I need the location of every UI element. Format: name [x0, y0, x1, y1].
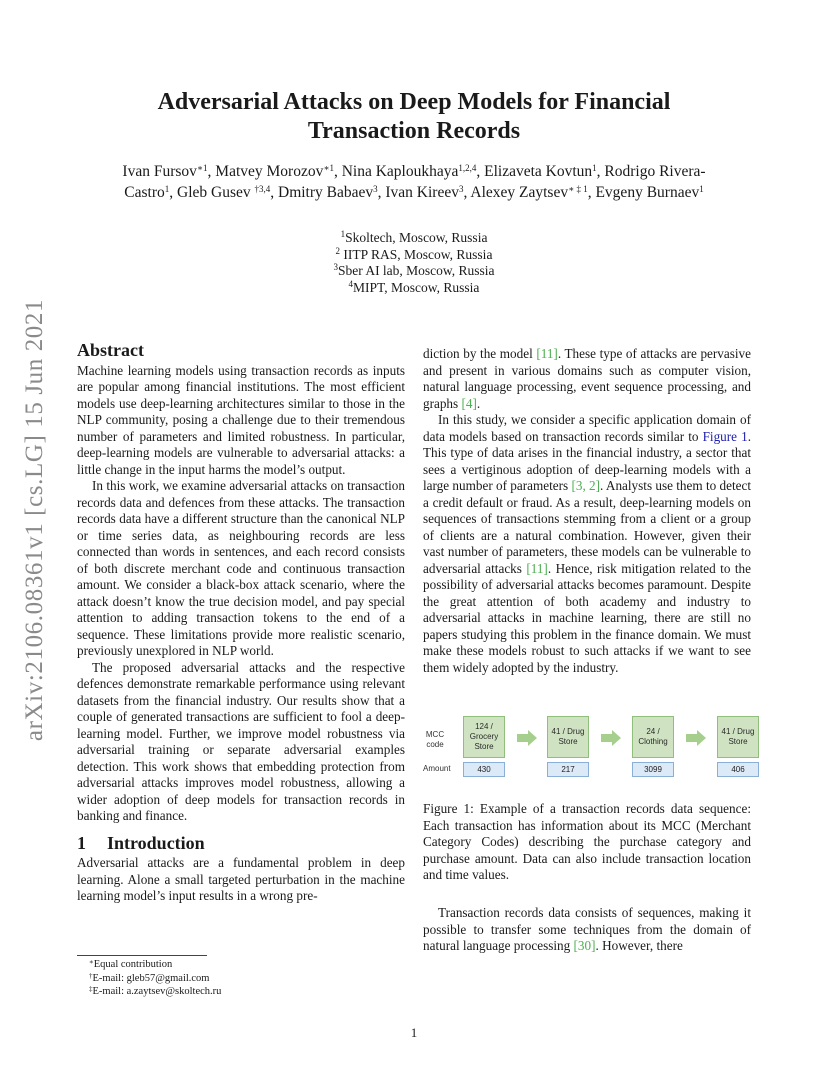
right-paragraph-2 — [423, 412, 751, 676]
mcc-value: 124 / Grocery Store — [469, 722, 499, 751]
abstract-heading: Abstract — [77, 340, 144, 360]
amount-row-label: Amount — [423, 764, 451, 773]
author: Ivan Kireev — [385, 183, 459, 201]
author-affil-mark: 1 — [699, 183, 704, 194]
page-number: 1 — [410, 1025, 418, 1040]
footnote — [77, 958, 407, 972]
right-arrow-icon — [517, 730, 537, 746]
author-list — [100, 162, 728, 203]
mcc-value: 41 / Drug Store — [721, 727, 755, 746]
intro-paragraph-1: Adversarial attacks are a fundamental problem in deep learning. Alone a small targeted perturbation in the machine learning model’s input results in a wrong pre- — [77, 855, 405, 903]
right-column-bottom — [423, 905, 751, 955]
author: Evgeny Burnaev — [595, 183, 700, 201]
left-column — [77, 342, 405, 905]
affiliation — [200, 247, 628, 264]
author: Alexey Zaytsev — [470, 183, 569, 201]
mcc-value: 41 / Drug Store — [551, 727, 585, 746]
abstract-paragraph-1: Machine learning models using transaction records as inputs are popular among financial institutions. The most efficient models use deep-learning architectures similar to those in the NLP community, posing a challenge due to their tremendous number of parameters and limited robustness. In particular, deep-learning models are vulnerable to adversarial attacks: a little change in the input harms the model’s output. — [77, 362, 405, 477]
right-paragraph-3 — [423, 905, 751, 955]
author: Gleb Gusev — [177, 183, 255, 201]
footnote — [77, 972, 407, 986]
figure-reference-link[interactable]: Figure 1 — [702, 428, 748, 444]
author-affil-mark: ∗1 — [323, 163, 334, 173]
title-line-2: Transaction Records — [307, 118, 521, 144]
author-separator: , — [270, 183, 278, 201]
author: Matvey Morozov — [215, 163, 324, 180]
footnote-mark: ‡ — [89, 985, 93, 993]
transaction-mcc-box — [463, 716, 505, 758]
footnote-mark: † — [89, 971, 93, 980]
text-run: Transaction records data consists of sequences, making it possible to transfer some techniques from the domain of natural language processing — [423, 905, 751, 953]
author-separator: , — [463, 183, 471, 201]
section-title: Introduction — [107, 832, 205, 853]
citation-link[interactable]: [3, 2] — [571, 478, 601, 493]
section-number: 1 — [77, 832, 86, 853]
author-separator: , — [476, 163, 485, 180]
transaction-mcc-box — [547, 716, 589, 758]
author-affil-mark: ∗ ‡ 1 — [568, 183, 588, 194]
author-separator: , — [587, 183, 596, 201]
footnote-text: E-mail: a.zaytsev@skoltech.ru — [92, 986, 222, 997]
transaction-mcc-box — [632, 716, 674, 758]
transaction-amount-box: 217 — [547, 762, 589, 777]
author-separator: , — [596, 163, 605, 180]
affiliation-number: 3 — [333, 262, 338, 272]
author-affil-mark: 1 — [164, 183, 170, 194]
author-affil-mark: †3,4 — [254, 183, 271, 194]
text-run: . Hence, risk mitigation related to the possibility of adversarial attacks becomes paramount. Despite the great attention of both academy and industry to adversarial attacks in machine learning, there are still no papers studying this problem in the finance domain. We must make these models robust to such attacks if we want to see them widely adopted by the industry. — [423, 560, 751, 675]
figure-1-caption — [423, 801, 751, 884]
transaction-mcc-box — [717, 716, 759, 758]
citation-link[interactable]: [11] — [526, 560, 548, 576]
figure-1-diagram — [423, 714, 763, 782]
right-column-top — [423, 346, 751, 676]
citation-link[interactable]: [4] — [461, 395, 477, 411]
text-run: . These type of attacks are pervasive and present in various domains such as computer vision, natural language processing, event sequence processing, and graphs — [423, 346, 751, 411]
author-affil-mark: 1 — [592, 163, 597, 173]
text-run: In this study, we consider a specific application domain of data models based on transaction records similar to — [423, 412, 751, 444]
transaction-amount-box: 3099 — [632, 762, 674, 777]
author-separator: , — [169, 183, 177, 201]
abstract-paragraph-2: In this work, we examine adversarial attacks on transaction records data and defences from these attacks. The transaction records data have a different structure than the canonical NLP or time series data, as neighbouring records are less connected than words in sentences, and each record consists of both discrete merchant code and continuous transaction amount. We consider a black-box attack scenario, where the attack doesn’t know the true decision model, and pay special attention to adding transaction tokens to the end of a sequence. These limitations provide more realistic scenario, previously unexplored in NLP world. — [77, 478, 405, 658]
author: Nina Kaploukhaya — [341, 163, 459, 180]
text-run: . This type of data arises in the financial industry, a sector that sees a vertiginous adoption of deep-learning models with a large number of parameters — [423, 428, 751, 493]
affiliation — [200, 280, 628, 297]
affiliation-text: Sber AI lab, Moscow, Russia — [337, 263, 495, 278]
author-separator: , — [333, 163, 342, 180]
affiliation-text: MIPT, Moscow, Russia — [353, 279, 480, 295]
citation-link[interactable]: [11] — [536, 346, 558, 361]
citation-link[interactable]: [30] — [573, 938, 596, 953]
affiliation-text: IITP RAS, Moscow, Russia — [340, 246, 493, 262]
affiliation — [200, 263, 628, 280]
text-run: . — [476, 395, 481, 411]
caption-text: Figure 1: Example of a transaction records data sequence: Each transaction has information about its MCC (Merchant Category Codes) describing the purchase category and purchase amount. Data can also include transaction location and time values. — [423, 801, 751, 882]
arxiv-id: arXiv:2106.08361v1 [cs.LG] 15 Jun 2021 — [21, 298, 48, 742]
text-run: diction by the model — [423, 346, 537, 361]
author: Dmitry Babaev — [278, 183, 374, 201]
author-affil-mark: 3 — [373, 183, 378, 194]
footnote-text: E-mail: gleb57@gmail.com — [92, 972, 210, 984]
footnote-text: Equal contribution — [93, 959, 173, 970]
author: Ivan Fursov — [122, 163, 197, 180]
right-arrow-icon — [686, 730, 706, 746]
abstract-paragraph-3: The proposed adversarial attacks and the respective defences demonstrate remarkable performance using relevant datasets from the financial industry. Our results show that a couple of generated transactions are sufficient to fool a deep-learning model. Further, we improve model robustness via adversarial training or separate adversarial examples detection. This work shows that embedding protection from adversarial attacks improves model robustness, allowing a wider adoption of deep models for transaction records in banking and finance. — [77, 659, 405, 823]
text-run: . Analysts use them to detect a credit default or fraud. As a result, deep-learning models on sequences of transactions stemming from a client or a group of clients are a natural combination. However, given their vast number of parameters, these models can be vulnerable to adversarial attacks — [423, 478, 751, 576]
footnotes — [77, 958, 407, 999]
author-affil-mark: ∗1 — [196, 163, 208, 173]
affiliation-number: 1 — [340, 229, 346, 239]
footnote — [77, 985, 407, 999]
arxiv-stamp — [12, 285, 58, 755]
section-heading-introduction — [77, 832, 405, 853]
title-line-1: Adversarial Attacks on Deep Models for Financial — [157, 89, 671, 115]
author-affil-mark: 1,2,4 — [458, 163, 477, 173]
affiliation-number: 4 — [348, 278, 354, 289]
transaction-amount-box: 430 — [463, 762, 505, 777]
author-affil-mark: 3 — [458, 183, 464, 194]
mcc-row-label: MCC code — [425, 730, 445, 749]
affiliation — [200, 230, 628, 247]
mcc-value: 24 / Clothing — [638, 727, 668, 746]
right-arrow-icon — [601, 730, 621, 746]
text-run: . However, there — [595, 938, 683, 953]
affiliation-text: Skoltech, Moscow, Russia — [345, 230, 488, 245]
author-separator: , — [207, 163, 216, 180]
author: Rodrigo Rivera-Castro — [124, 163, 706, 201]
paper-title — [80, 88, 748, 146]
right-paragraph-1 — [423, 346, 751, 412]
footnote-mark: ∗ — [89, 958, 94, 966]
affiliation-list — [200, 230, 628, 296]
transaction-amount-box: 406 — [717, 762, 759, 777]
affiliation-number: 2 — [335, 245, 341, 256]
author-separator: , — [377, 183, 386, 201]
author: Elizaveta Kovtun — [484, 163, 593, 180]
footnote-rule — [77, 955, 207, 956]
